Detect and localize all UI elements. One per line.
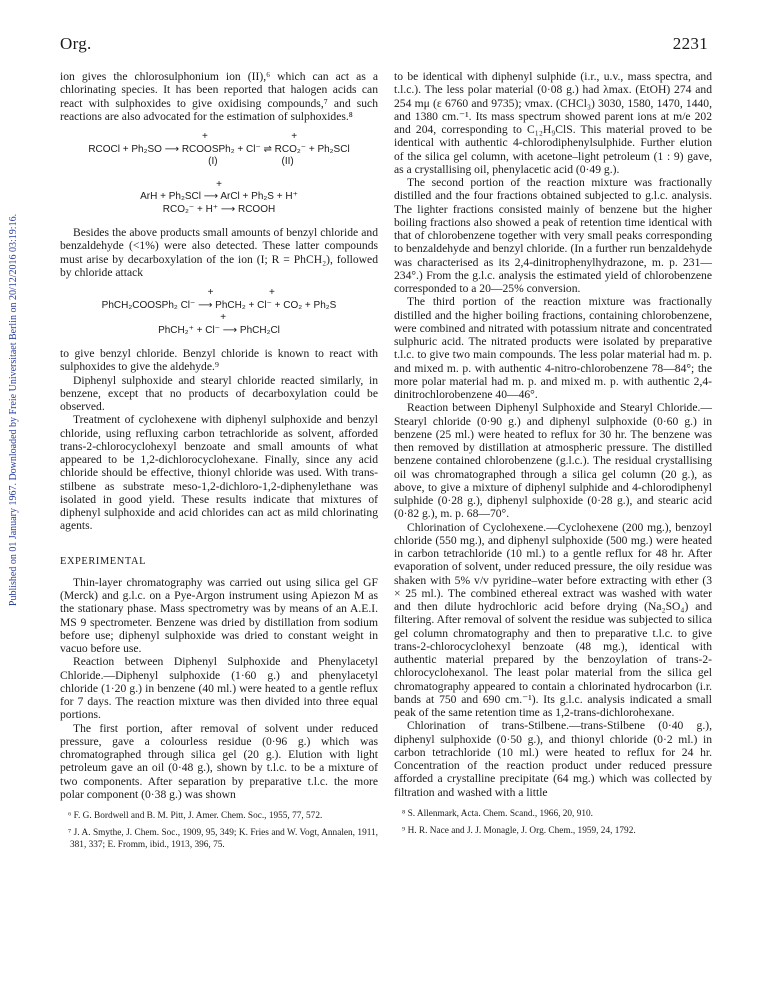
paragraph: to be identical with diphenyl sulphide (i.r., u.v., mass spectra, and t.l.c.). The less polar material (0·08 g.) had λmax. (EtOH) 274 and 254 mμ (ε 6760 and 9735); νmax. (CHCl₃) 3030, 1580, 1470, 1440, and 1380 cm.⁻¹. Its mass spectrum showed parent ions at m/e 202 and 204, corresponding to C₁₂H₉ClS. This material proved to be identical with authentic 4-chlorodiphenylsulphide. Further elution of the silica gel column, with acetone–light petroleum (1 : 9) gave, as a crystallising oil, phenylacetic acid (0·49 g.).	[394, 70, 712, 176]
left-column	[60, 70, 378, 851]
paragraph: Reaction between Diphenyl Sulphoxide and Stearyl Chloride.—Stearyl chloride (0·90 g.) and diphenyl sulphoxide (0·60 g.) in benzene (25 ml.) were heated to reflux for 30 hr. The benzene was then removed by distillation at atmospheric pressure. The distilled benzene contained chlorobenzene (g.l.c.). The residual crystallising oil was chromatographed through a silica gel column (20 g.), as above, to give a mixture of diphenyl sulphide and 4-chlorodiphenyl sulphide (0·28 g.), diphenyl sulphoxide (0·28 g.), and stearic acid (0·82 g.), m. p. 68—70°.	[394, 401, 712, 521]
paragraph: to give benzyl chloride. Benzyl chloride is known to react with sulphoxides to give the aldehyde.⁹	[60, 347, 378, 374]
watermark-text: Published on 01 January 1967. Downloaded by Freie Universitaet Berlin on 20/12/2016 03:19:16.	[8, 213, 19, 607]
equation-scheme-3: + + PhCH₂COOSPh₂ Cl⁻ ⟶ PhCH₂ + Cl⁻ + CO₂ + Ph₂S + PhCH₂⁺ + Cl⁻ ⟶ PhCH₂Cl	[101, 287, 337, 336]
section-heading-experimental: EXPERIMENTAL	[60, 555, 147, 567]
footnote-8: ⁸ S. Allenmark, Acta. Chem. Scand., 1966, 20, 910.	[402, 808, 593, 819]
equation-scheme-1: + + RCOCl + Ph₂SO ⟶ RCOOSPh₂ + Cl⁻ ⇌ RCO₂⁻ + Ph₂SCl (I) (II)	[88, 131, 350, 167]
paragraph: Chlorination of Cyclohexene.—Cyclohexene (200 mg.), benzoyl chloride (550 mg.), and diphenyl sulphoxide (500 mg.) were heated in carbon tetrachloride (10 ml.) to a gentle reflux for 48 hr. After evaporation of solvent, under reduced pressure, the oily residue was shaken with 5% v/v pyridine–water before extracting with ether (3 × 25 ml.). The combined ethereal extract was washed with water and then dilute hydrochloric acid before drying (Na₂SO₄) and filtering. After removal of solvent the residue was subjected to silica gel column chromatography and then to preparative t.l.c. to give trans-2-chlorocyclohexyl benzoate (48 mg.), identical with authentic material prepared by the benzoylation of trans-2-chlorocyclohexanol. The least polar material from the silica gel chromatography appeared to contain a chlorinated hydrocarbon (i.r. bands at 750 and 690 cm.⁻¹). Its g.l.c. analysis indicated a small peak of the same retention time as 1,2-trans-dichlorohexane.	[394, 520, 712, 719]
paragraph: Diphenyl sulphoxide and stearyl chloride reacted similarly, in benzene, except that no products of decarboxylation could be observed.	[60, 373, 378, 413]
paragraph: The first portion, after removal of solvent under reduced pressure, gave a colourless residue (0·96 g.) which was chromatographed through silica gel (20 g.). Elution with light petroleum gave an oil (0·48 g.), shown by t.l.c. to be a mixture of two components. After separation by preparative t.l.c. the more polar component (0·38 g.) was shown	[60, 721, 378, 801]
paragraph: Treatment of cyclohexene with diphenyl sulphoxide and benzyl chloride, using refluxing carbon tetrachloride as solvent, afforded trans-2-chlorocyclohexyl benzoate and small amounts of what appeared to be 1,2-dichlorocyclohexane. Finally, since any acid chloride should be effective, thionyl chloride was used. With trans-stilbene as substrate meso-1,2-dichloro-1,2-diphenylethane was isolated in good yield. These results indicate that mixtures of diphenyl sulphoxide and acid chlorides can act as mild chlorinating agents.	[60, 413, 378, 533]
right-column	[394, 70, 712, 838]
paragraph: Chlorination of trans-Stilbene.—trans-Stilbene (0·40 g.), diphenyl sulphoxide (0·50 g.), and thionyl chloride (0·2 ml.) in carbon tetrachloride (10 ml.) were heated to reflux for 24 hr. Concentration of the reaction product under reduced pressure afforded a crystalline precipitate (64 mg.) which was collected by filtration and washed with a little	[394, 719, 712, 799]
download-watermark	[8, 160, 22, 660]
journal-name: Org.	[60, 34, 92, 53]
paragraph: The second portion of the reaction mixture was fractionally distilled and the four fractions obtained subjected to g.l.c. analysis. The lighter fractions consisted mainly of benzene but the higher boiling fractions also showed a peak of retention time identical with that of chlorobenzene together with very small peaks corresponding to benzaldehyde and benzyl chloride. (In a further run benzaldehyde was characterised as its 2,4-dinitrophenylhydrazone, m. p. 231—234°.) From the g.l.c. analysis the estimated yield of chlorobenzene corresponded to a 20—25% conversion.	[394, 176, 712, 295]
paragraph: Reaction between Diphenyl Sulphoxide and Phenylacetyl Chloride.—Diphenyl sulphoxide (1·60 g.) and phenylacetyl chloride (1·20 g.) in benzene (40 ml.) were heated to a gentle reflux for 7 days. The reaction mixture was then divided into three equal portions.	[60, 655, 378, 722]
paragraph: ion gives the chlorosulphonium ion (II),⁶ which can act as a chlorinating species. It has been reported that halogen acids can react with sulphoxides to give oxidising compounds,⁷ and such reactions are also advocated for the estimation of sulphoxides.⁸	[60, 70, 378, 123]
footnote-6: ⁶ F. G. Bordwell and B. M. Pitt, J. Amer. Chem. Soc., 1955, 77, 572.	[68, 811, 323, 821]
paragraph: Thin-layer chromatography was carried out using silica gel GF (Merck) and g.l.c. on a Pye-Argon instrument using Apiezon M as the stationary phase. Mass spectrometry was by means of an A.E.I. MS 9 spectrometer. Benzene was dried by distillation from sodium before use; diphenyl sulphoxide was dried to constant weight in vacuo before use.	[60, 575, 378, 655]
paragraph: The third portion of the reaction mixture was fractionally distilled and the higher boiling fractions, containing chlorobenzene, were combined and nitrated with potassium nitrate and concentrated sulphuric acid. The nitrated products were isolated by preparative t.l.c. to give two main compounds. The less polar material had m. p. and mixed m. p. with authentic 4-nitro-chlorobenzene 78—84°; the more polar material had m. p. and mixed m. p. with authentic 2,4-dinitrochlorobenzene 40—46°.	[394, 295, 712, 401]
footnote-9: ⁹ H. R. Nace and J. J. Monagle, J. Org. Chem., 1959, 24, 1792.	[402, 826, 636, 837]
footnote-7: ⁷ J. A. Smythe, J. Chem. Soc., 1909, 95, 349; K. Fries and W. Vogt, Annalen, 1911, 381, 337; E. Fromm, ibid., 1913, 396, 75.	[68, 828, 378, 850]
page-number: 2231	[672, 34, 708, 53]
paragraph: Besides the above products small amounts of benzyl chloride and benzaldehyde (<1%) were also detected. These latter compounds must arise by decarboxylation of the ion (I; R = PhCH₂), followed by chloride attack	[60, 226, 378, 279]
equation-scheme-2: + ArH + Ph₂SCl ⟶ ArCl + Ph₂S + H⁺ RCO₂⁻ + H⁺ ⟶ RCOOH	[140, 178, 298, 215]
